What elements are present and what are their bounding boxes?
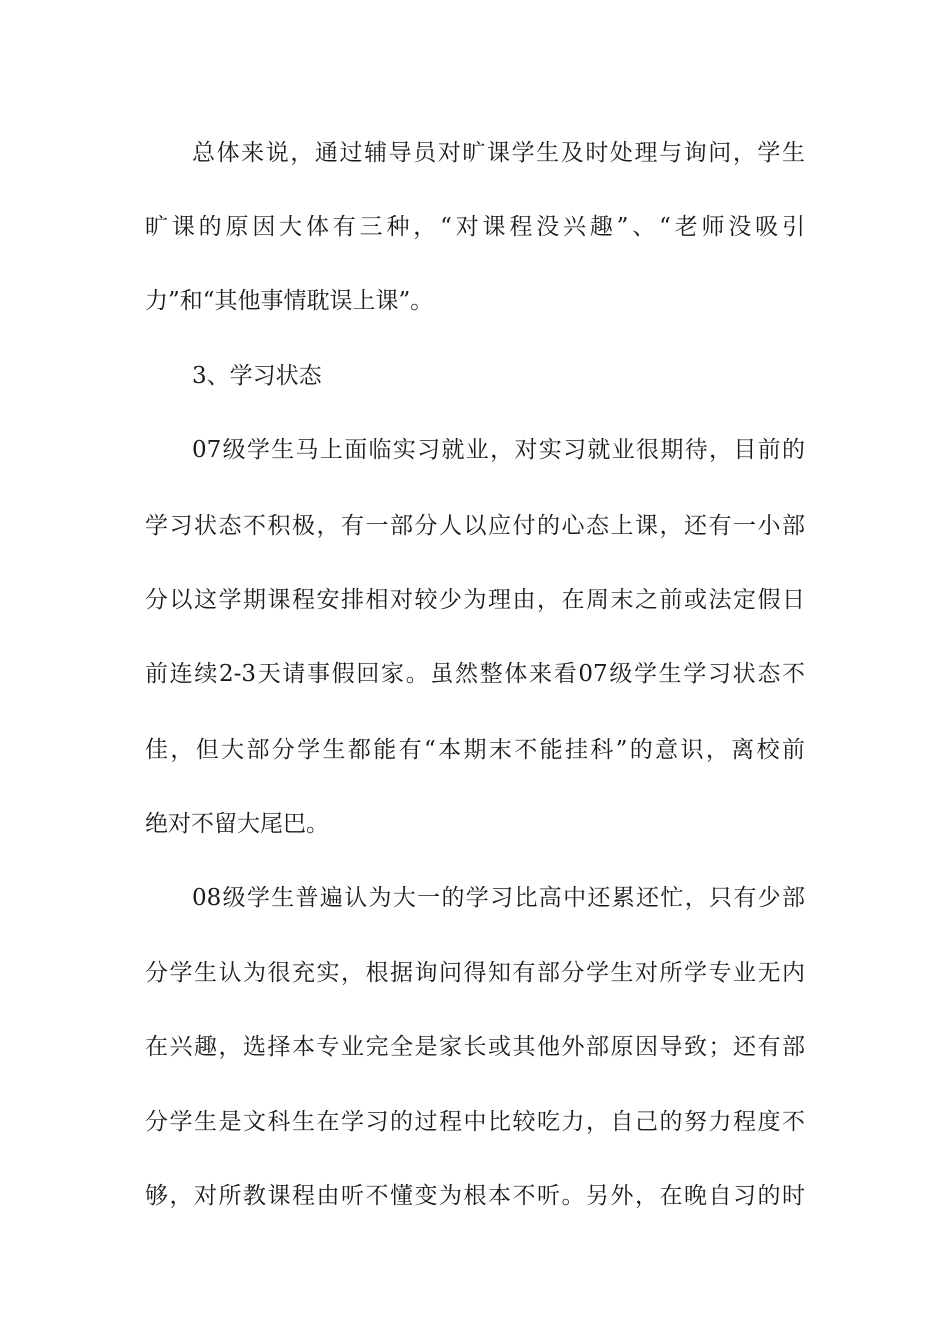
- text-line: 够，对所教课程由听不懂变为根本不听。另外，在晚自习的时: [145, 1183, 805, 1209]
- text-line: 前连续2-3天请事假回家。虽然整体来看07级学生学习状态不: [145, 661, 805, 687]
- text-line: 佳，但大部分学生都能有“本期末不能挂科”的意识，离校前: [145, 737, 805, 763]
- text-line: 分学生认为很充实，根据询问得知有部分学生对所学专业无内: [145, 960, 805, 986]
- text-line: 08级学生普遍认为大一的学习比高中还累还忙，只有少部: [192, 885, 805, 911]
- text-line: 旷课的原因大体有三种，“对课程没兴趣”、“老师没吸引: [145, 214, 805, 240]
- text-line: 分以这学期课程安排相对较少为理由，在周末之前或法定假日: [145, 587, 805, 613]
- text-line: 学习状态不积极，有一部分人以应付的心态上课，还有一小部: [145, 513, 805, 539]
- text-line: 分学生是文科生在学习的过程中比较吃力，自己的努力程度不: [145, 1109, 805, 1135]
- text-line: 在兴趣，选择本专业完全是家长或其他外部原因导致；还有部: [145, 1034, 805, 1060]
- text-line: 绝对不留大尾巴。: [145, 811, 329, 837]
- text-line: 07级学生马上面临实习就业，对实习就业很期待，目前的: [192, 437, 805, 463]
- text-line: 总体来说，通过辅导员对旷课学生及时处理与询问，学生: [192, 140, 805, 166]
- text-line: 力”和“其他事情耽误上课”。: [145, 288, 434, 314]
- section-heading: 3、学习状态: [192, 363, 322, 389]
